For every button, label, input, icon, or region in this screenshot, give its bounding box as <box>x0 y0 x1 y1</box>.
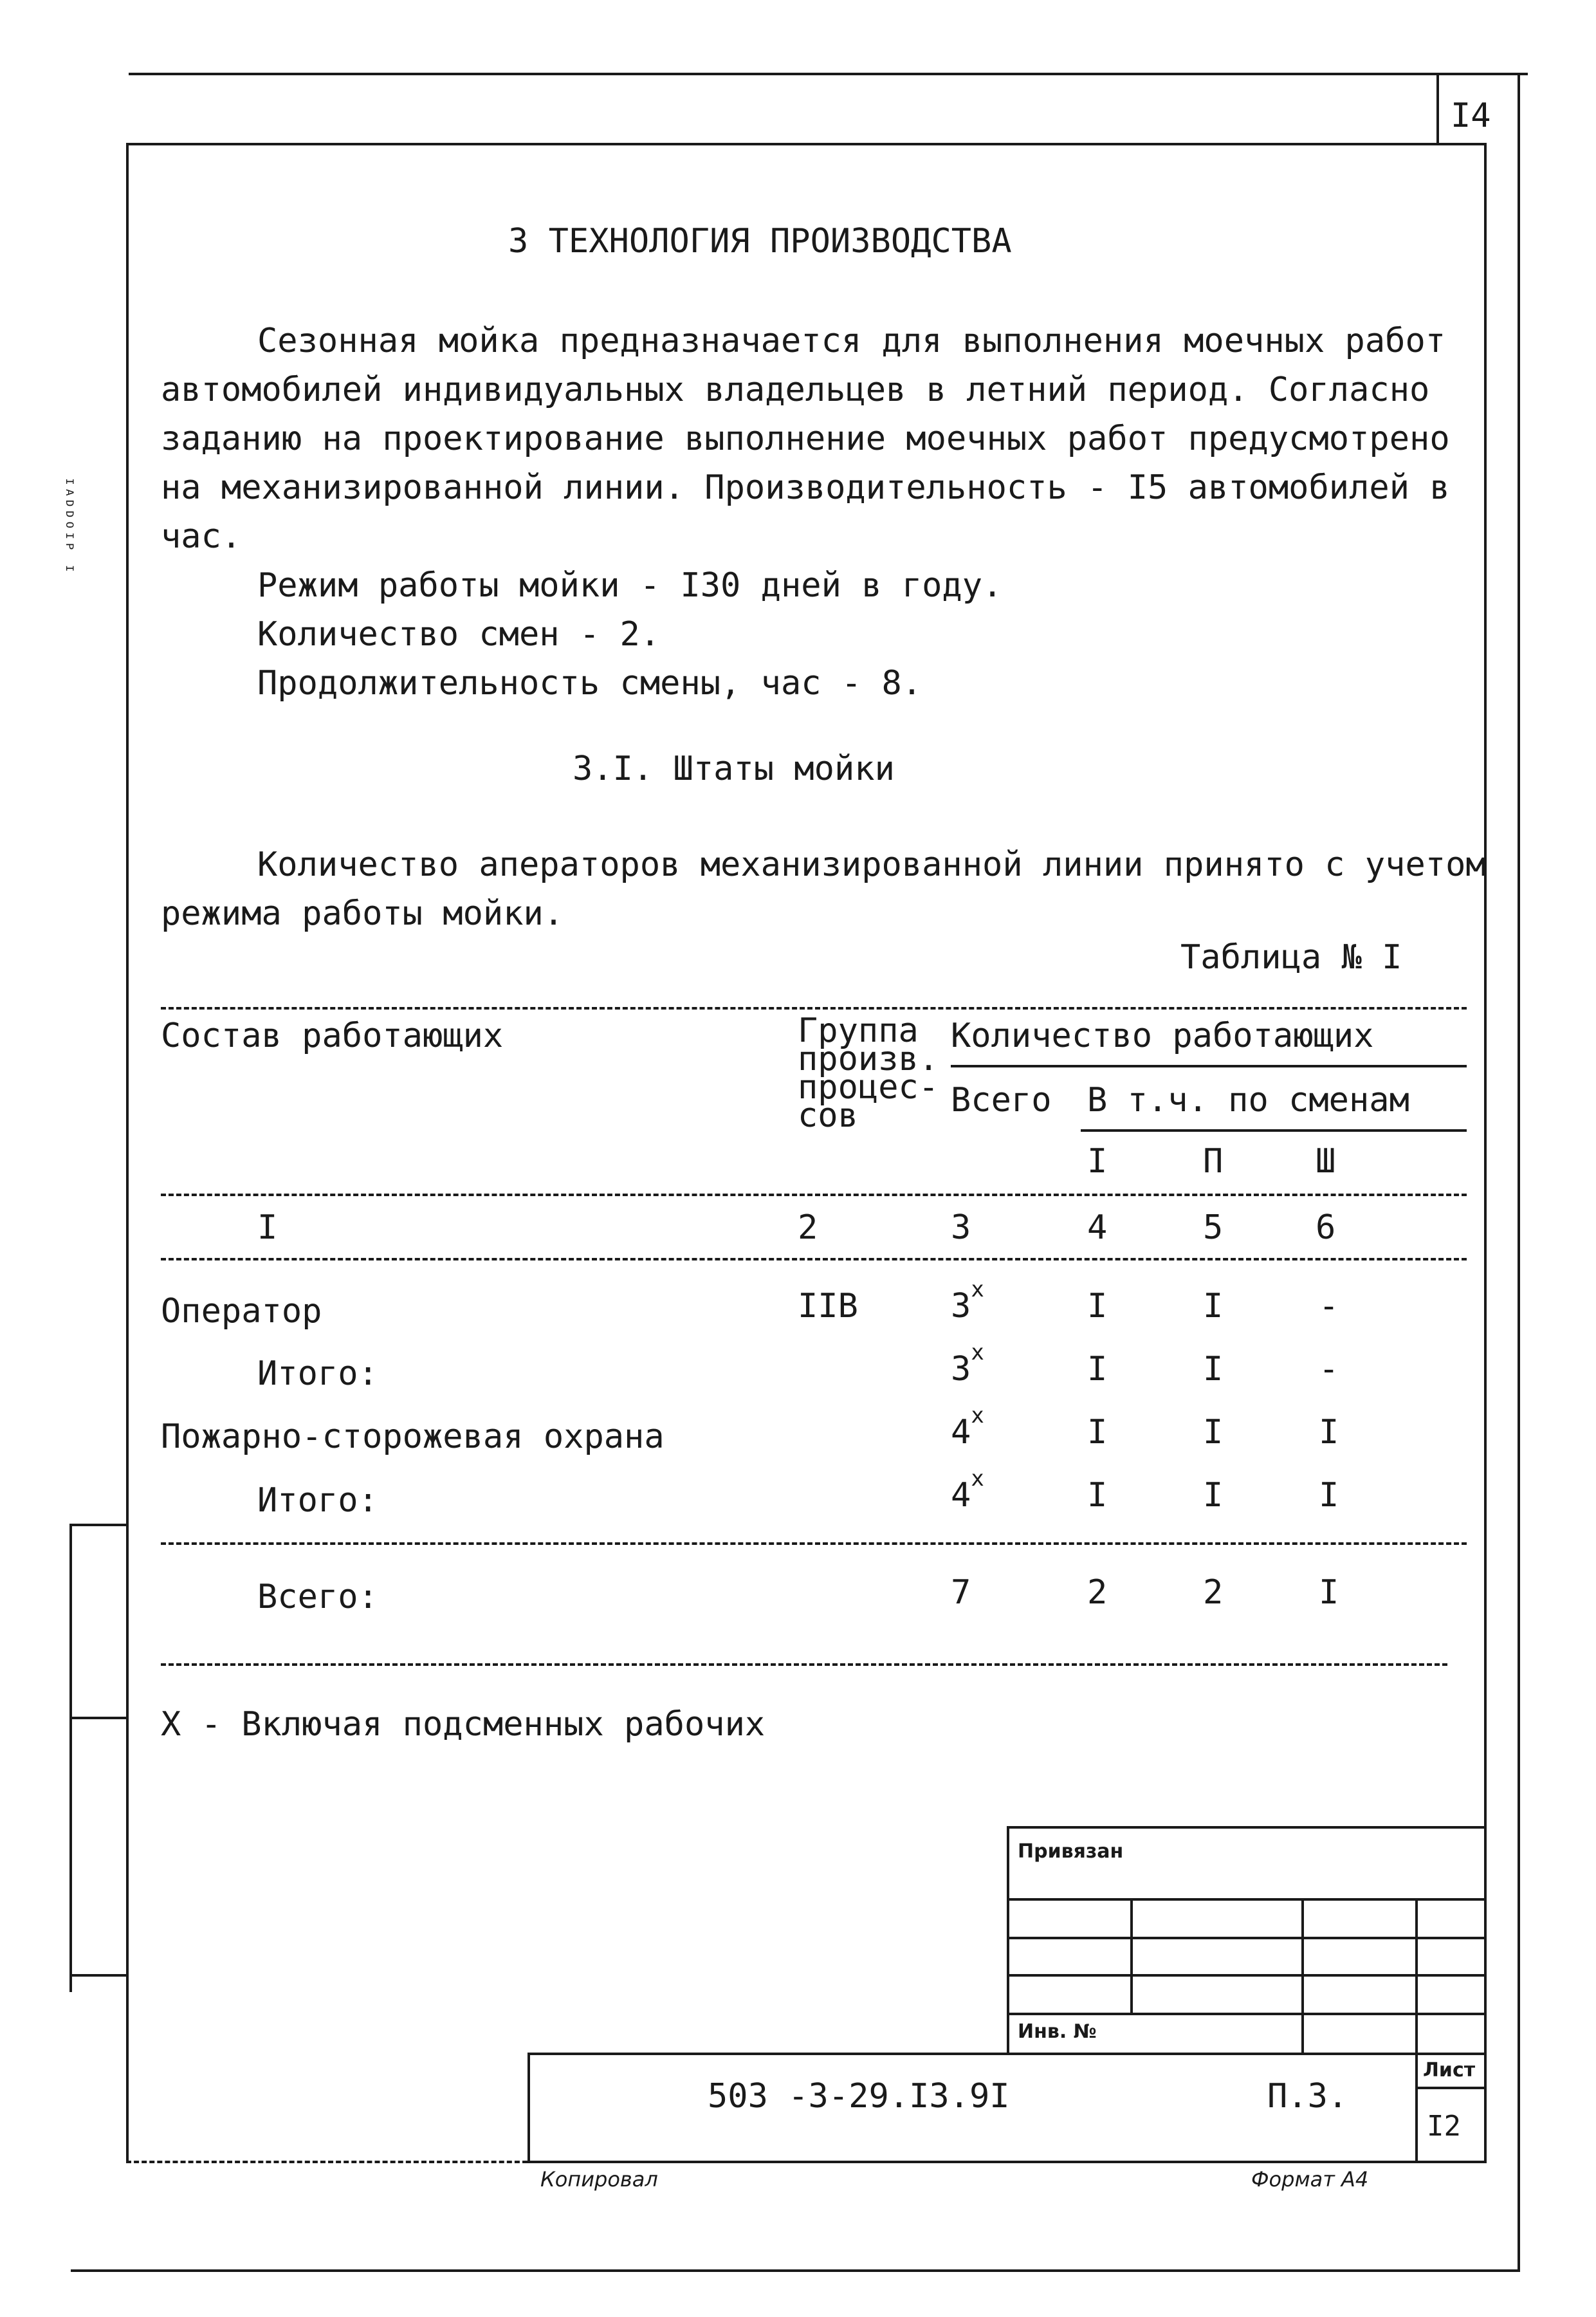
stamp-row-2 <box>1007 1937 1485 1939</box>
header-bottom-rule <box>161 1194 1467 1196</box>
stamp-sheet-rule <box>1415 2087 1485 2089</box>
stamp-sheet: I2 <box>1427 2110 1461 2143</box>
header-group-line: сов <box>798 1096 858 1135</box>
format-label: Формат А4 <box>1251 2167 1369 2192</box>
row-shift-1: I <box>1087 1413 1108 1452</box>
stamp-col-3 <box>1415 1898 1418 2053</box>
header-staff: Состав работающих <box>161 1017 504 1055</box>
col-number: 4 <box>1087 1208 1108 1247</box>
table-top-rule <box>161 1007 1467 1010</box>
row-shift-3: - <box>1319 1287 1339 1325</box>
stamp-part: П.3. <box>1267 2077 1348 2116</box>
row-total-value: 4 <box>951 1476 971 1515</box>
col-number: 5 <box>1203 1208 1224 1247</box>
footnote-mark: x <box>971 1465 984 1491</box>
frame-right <box>1484 143 1487 2163</box>
col-number: 3 <box>951 1208 971 1247</box>
row-total-value: 4 <box>951 1413 971 1452</box>
row-shift-2: I <box>1203 1350 1224 1389</box>
stamp-lower-left <box>527 2053 530 2162</box>
side-mark-text: ᴵᴬᴰᴰᴼᴵᴾ ᴵ <box>56 476 77 574</box>
subsection-title: 3.I. Штаты мойки <box>573 750 895 788</box>
row-shift-1: I <box>1087 1476 1108 1515</box>
header-group-line: произв. <box>798 1040 939 1078</box>
row-total-value: 3 <box>951 1287 971 1325</box>
paragraph-line: режима работы мойки. <box>161 894 564 933</box>
frame-bottom-dashed <box>126 2161 527 2163</box>
row-name: Оператор <box>161 1292 322 1331</box>
paragraph-line: час. <box>161 517 242 556</box>
header-group-line: процес- <box>798 1068 939 1107</box>
footnote-mark: x <box>971 1276 984 1302</box>
footnote-mark: x <box>971 1402 984 1428</box>
colnum-bottom-rule <box>161 1258 1467 1260</box>
binding-tick-2 <box>69 1717 127 1719</box>
grand-total-name: Всего: <box>257 1578 378 1616</box>
row-shift-3: - <box>1319 1350 1339 1389</box>
stamp-upper-top <box>1007 1826 1485 1829</box>
row-total <box>951 1276 984 1325</box>
header-total: Всего <box>951 1081 1052 1120</box>
binding-tick-1 <box>69 1524 127 1526</box>
shifts-line: Количество смен - 2. <box>257 615 661 654</box>
stamp-code: 503 -3-29.I3.9I <box>708 2077 1010 2116</box>
row-shift-2: I <box>1203 1287 1224 1325</box>
row-shift-3: I <box>1319 1413 1339 1452</box>
row-shift-2: I <box>1203 1476 1224 1515</box>
row-group: IIВ <box>798 1287 858 1325</box>
row-shift-2: I <box>1203 1413 1224 1452</box>
duration-line: Продолжительность смены, час - 8. <box>257 664 922 703</box>
paragraph-line: Количество аператоров механизированной линии принято с учетом <box>257 845 1486 884</box>
totals-rule <box>161 1542 1467 1545</box>
stamp-row-4 <box>1007 2013 1485 2015</box>
grand-total-shift-1: 2 <box>1087 1573 1108 1612</box>
corner-number: I4 <box>1451 97 1491 135</box>
row-name: Итого: <box>257 1354 378 1393</box>
shift-rule <box>1081 1129 1467 1132</box>
header-group-line: Группа <box>798 1011 919 1050</box>
row-total <box>951 1465 984 1515</box>
stamp-lower-top <box>527 2053 1485 2055</box>
row-total <box>951 1402 984 1452</box>
paragraph-line: Сезонная мойка предназначается для выполнения моечных работ <box>257 322 1446 360</box>
stamp-row-3 <box>1007 1974 1485 1977</box>
stamp-sheet-label: Лист <box>1423 2059 1476 2082</box>
copied-label: Копировал <box>540 2167 658 2192</box>
table-caption: Таблица № I <box>1180 938 1402 977</box>
header-shift-1: I <box>1087 1142 1108 1181</box>
frame-top <box>126 143 1487 145</box>
binding-bracket <box>69 1524 72 1992</box>
paragraph-line: заданию на проектирование выполнение моечных работ предусмотрено <box>161 420 1450 458</box>
stamp-upper-left <box>1007 1826 1009 2053</box>
side-mark <box>55 476 80 643</box>
binding-tick-3 <box>69 1974 127 1977</box>
row-name: Пожарно-сторожевая охрана <box>161 1417 665 1456</box>
footnote-mark: x <box>971 1339 984 1365</box>
grand-total-shift-3: I <box>1319 1573 1339 1612</box>
row-shift-1: I <box>1087 1350 1108 1389</box>
row-name: Итого: <box>257 1481 378 1520</box>
row-total <box>951 1339 984 1389</box>
header-shift-3: Ш <box>1316 1142 1336 1181</box>
subsection-paragraph <box>161 840 1486 938</box>
col-number: 2 <box>798 1208 818 1247</box>
bottom-rule <box>71 2269 1520 2272</box>
header-shift-2: П <box>1203 1142 1224 1181</box>
paragraph-line: на механизированной линии. Производительность - I5 автомобилей в <box>161 468 1450 507</box>
grand-total-total: 7 <box>951 1573 971 1612</box>
stamp-linked: Привязан <box>1018 1840 1124 1863</box>
header-count: Количество работающих <box>951 1017 1374 1055</box>
stamp-lower-bottom <box>527 2161 1485 2163</box>
corner-box-left <box>1436 73 1439 143</box>
section-title: 3 ТЕХНОЛОГИЯ ПРОИЗВОДСТВА <box>508 222 1012 261</box>
header-group <box>798 1011 939 1135</box>
table-bottom-rule <box>161 1663 1447 1666</box>
header-by-shift: В т.ч. по сменам <box>1087 1081 1409 1120</box>
top-rule <box>129 73 1528 75</box>
mode-line: Режим работы мойки - I30 дней в году. <box>257 566 1003 605</box>
outer-right <box>1518 73 1520 2270</box>
row-shift-3: I <box>1319 1476 1339 1515</box>
row-total-value: 3 <box>951 1350 971 1389</box>
section-paragraph <box>161 317 1473 708</box>
count-rule <box>951 1065 1467 1067</box>
col-number: 6 <box>1316 1208 1336 1247</box>
stamp-col-2 <box>1301 1898 1304 2053</box>
paragraph-line: автомобилей индивидуальных владельцев в летний период. Согласно <box>161 371 1430 409</box>
row-shift-1: I <box>1087 1287 1108 1325</box>
stamp-col-1 <box>1130 1898 1133 2013</box>
stamp-sheet-divider <box>1415 2053 1418 2162</box>
stamp-inv: Инв. № <box>1018 2020 1097 2043</box>
footnote: X - Включая подсменных рабочих <box>161 1705 766 1744</box>
frame-left <box>126 143 129 2163</box>
stamp-row-1 <box>1007 1898 1485 1901</box>
col-number: I <box>257 1208 278 1247</box>
grand-total-shift-2: 2 <box>1203 1573 1224 1612</box>
